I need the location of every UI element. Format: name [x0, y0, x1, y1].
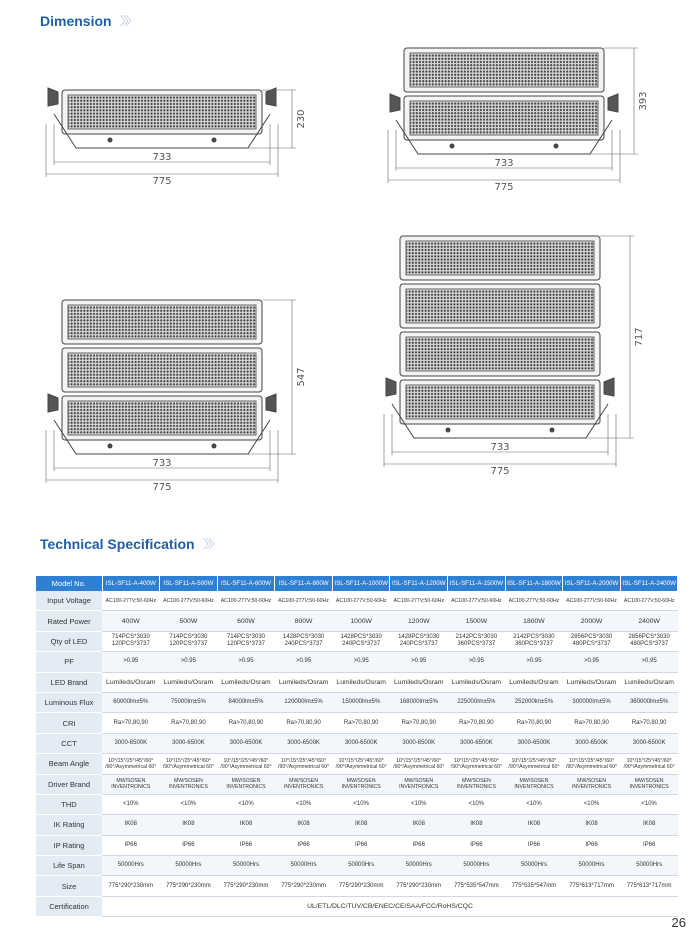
- spec-cell: Ra>70,80,90: [390, 713, 448, 733]
- led-grid: [410, 101, 598, 135]
- spec-row: [36, 652, 678, 672]
- chevron-icon: 〉〉〉: [119, 14, 135, 28]
- chevron-icon: 〉〉〉: [202, 537, 218, 551]
- spec-cell: >0.95: [448, 652, 506, 672]
- spec-cell: >0.95: [160, 652, 218, 672]
- spec-row: [36, 591, 678, 611]
- spec-cell: 10°/15°/25°/45°/60° /90°/Asymmetrical 60°: [563, 754, 621, 774]
- right-mount-bracket: [604, 378, 614, 396]
- spec-cell: MW/SOSEN INVENTRONICS: [620, 774, 678, 794]
- spec-cell: MW/SOSEN INVENTRONICS: [217, 774, 275, 794]
- model-header: ISL-SF11-A-600W: [217, 576, 275, 591]
- spec-cell: 10°/15°/25°/45°/60° /90°/Asymmetrical 60°: [102, 754, 160, 774]
- led-grid: [410, 53, 598, 87]
- spec-cell: 2856PCS*3030 480PCS*3737: [620, 631, 678, 651]
- spec-cell: IP66: [505, 835, 563, 855]
- spec-cell: 10°/15°/25°/45°/60° /90°/Asymmetrical 60°: [505, 754, 563, 774]
- outer-width-label: 775: [494, 182, 514, 193]
- inner-width-label: 733: [494, 158, 514, 169]
- spec-cell: 50000Hrs: [275, 856, 333, 876]
- spec-cell: <10%: [332, 794, 390, 814]
- spec-cell: 10°/15°/25°/45°/60° /90°/Asymmetrical 60°: [620, 754, 678, 774]
- screw: [212, 444, 216, 448]
- spec-cell: IP66: [332, 835, 390, 855]
- screw: [446, 428, 450, 432]
- screw: [450, 144, 454, 148]
- spec-row-label: CRI: [36, 713, 102, 733]
- spec-cell: AC100-277V;50-60Hz: [160, 591, 218, 611]
- spec-cell: >0.95: [505, 652, 563, 672]
- spec-cell: Lumileds/Osram: [505, 672, 563, 692]
- spec-cell: <10%: [217, 794, 275, 814]
- spec-cell: 1200W: [390, 611, 448, 631]
- spec-cell: 3000-6500K: [505, 733, 563, 753]
- spec-cell: IP66: [275, 835, 333, 855]
- spec-cell: 10°/15°/25°/45°/60° /90°/Asymmetrical 60°: [448, 754, 506, 774]
- spec-cell: 775*290*230mm: [390, 876, 448, 896]
- spec-cell: 168000lm±5%: [390, 692, 448, 712]
- spec-cell: 1000W: [332, 611, 390, 631]
- spec-cell: 2142PCS*3030 360PCS*3737: [505, 631, 563, 651]
- led-grid: [406, 289, 594, 323]
- spec-row-label: PF: [36, 652, 102, 672]
- page-number: 26: [671, 915, 686, 930]
- spec-cell: 2400W: [620, 611, 678, 631]
- spec-cell: 60000lm±5%: [102, 692, 160, 712]
- left-mount-bracket: [390, 94, 400, 112]
- certification-label: Certification: [36, 896, 102, 916]
- drawing-2400w: [376, 226, 645, 486]
- led-grid: [68, 353, 256, 387]
- spec-cell: IK08: [332, 815, 390, 835]
- spec-cell: IK08: [563, 815, 621, 835]
- spec-cell: IK08: [620, 815, 678, 835]
- screw: [108, 138, 112, 142]
- dimension-title: [40, 12, 135, 29]
- spec-cell: Ra>70,80,90: [160, 713, 218, 733]
- outer-width-label: 775: [490, 466, 510, 477]
- right-mount-bracket: [266, 394, 276, 412]
- spec-cell: IK08: [505, 815, 563, 835]
- spec-cell: IP66: [563, 835, 621, 855]
- model-no-header: Model No.: [36, 576, 102, 591]
- spec-cell: MW/SOSEN INVENTRONICS: [390, 774, 448, 794]
- height-label: 230: [296, 109, 307, 129]
- spec-cell: 225000lm±5%: [448, 692, 506, 712]
- spec-cell: 50000Hrs: [332, 856, 390, 876]
- spec-cell: 3000-6500K: [102, 733, 160, 753]
- spec-cell: MW/SOSEN INVENTRONICS: [505, 774, 563, 794]
- left-mount-bracket: [386, 378, 396, 396]
- spec-cell: 3000-6500K: [217, 733, 275, 753]
- spec-cell: 50000Hrs: [102, 856, 160, 876]
- spec-cell: 252000lm±5%: [505, 692, 563, 712]
- spec-cell: AC100-277V;50-60Hz: [620, 591, 678, 611]
- spec-cell: Ra>70,80,90: [563, 713, 621, 733]
- spec-cell: IK08: [160, 815, 218, 835]
- spec-cell: MW/SOSEN INVENTRONICS: [102, 774, 160, 794]
- certification-row: [36, 896, 678, 916]
- spec-cell: AC100-277V;50-60Hz: [390, 591, 448, 611]
- right-mount-bracket: [608, 94, 618, 112]
- spec-cell: IP66: [102, 835, 160, 855]
- spec-cell: 714PCS*3030 120PCS*3737: [217, 631, 275, 651]
- spec-cell: IK08: [102, 815, 160, 835]
- spec-cell: IP66: [390, 835, 448, 855]
- left-mount-bracket: [48, 394, 58, 412]
- dimension-title-text: Dimension: [40, 12, 112, 29]
- spec-cell: MW/SOSEN INVENTRONICS: [160, 774, 218, 794]
- spec-cell: 3000-6500K: [332, 733, 390, 753]
- spec-cell: 775*290*230mm: [275, 876, 333, 896]
- spec-cell: MW/SOSEN INVENTRONICS: [275, 774, 333, 794]
- drawing-400w: [38, 80, 318, 205]
- spec-cell: <10%: [102, 794, 160, 814]
- inner-width-label: 733: [152, 152, 172, 163]
- spec-cell: 775*290*230mm: [102, 876, 160, 896]
- model-header: ISL-SF11-A-400W: [102, 576, 160, 591]
- spec-cell: MW/SOSEN INVENTRONICS: [332, 774, 390, 794]
- spec-cell: AC100-277V;50-60Hz: [217, 591, 275, 611]
- spec-cell: >0.95: [563, 652, 621, 672]
- spec-cell: Lumileds/Osram: [102, 672, 160, 692]
- spec-cell: 10°/15°/25°/45°/60° /90°/Asymmetrical 60°: [390, 754, 448, 774]
- spec-row-label: Life Span: [36, 856, 102, 876]
- spec-row-label: Beam Angle: [36, 754, 102, 774]
- spec-cell: AC100-277V;50-60Hz: [448, 591, 506, 611]
- inner-width-label: 733: [490, 442, 510, 453]
- spec-cell: 600W: [217, 611, 275, 631]
- spec-cell: >0.95: [620, 652, 678, 672]
- spec-cell: 775*290*230mm: [160, 876, 218, 896]
- spec-row-label: Driver Brand: [36, 774, 102, 794]
- spec-row: [36, 794, 678, 814]
- spec-cell: 50000Hrs: [160, 856, 218, 876]
- spec-row: [36, 774, 678, 794]
- spec-cell: AC100-277V;50-60Hz: [102, 591, 160, 611]
- spec-cell: Lumileds/Osram: [448, 672, 506, 692]
- spec-cell: 2000W: [563, 611, 621, 631]
- spec-title: [40, 535, 218, 552]
- spec-row: [36, 754, 678, 774]
- spec-cell: 775*290*230mm: [217, 876, 275, 896]
- spec-cell: 775*613*717mm: [620, 876, 678, 896]
- spec-cell: AC100-277V;50-60Hz: [332, 591, 390, 611]
- spec-cell: 1428PCS*3030 240PCS*3737: [332, 631, 390, 651]
- spec-cell: IK08: [448, 815, 506, 835]
- spec-cell: 84000lm±5%: [217, 692, 275, 712]
- spec-row: [36, 856, 678, 876]
- spec-cell: >0.95: [217, 652, 275, 672]
- spec-cell: AC100-277V;50-60Hz: [275, 591, 333, 611]
- spec-cell: 2856PCS*3030 480PCS*3737: [563, 631, 621, 651]
- spec-cell: 3000-6500K: [275, 733, 333, 753]
- spec-row: [36, 692, 678, 712]
- spec-cell: 3000-6500K: [160, 733, 218, 753]
- spec-cell: 1500W: [448, 611, 506, 631]
- model-header: ISL-SF11-A-2000W: [563, 576, 621, 591]
- spec-cell: <10%: [505, 794, 563, 814]
- spec-cell: Ra>70,80,90: [102, 713, 160, 733]
- spec-cell: Ra>70,80,90: [505, 713, 563, 733]
- spec-row-label: THD: [36, 794, 102, 814]
- spec-row-label: LED Brand: [36, 672, 102, 692]
- inner-width-label: 733: [152, 458, 172, 469]
- spec-cell: 50000Hrs: [505, 856, 563, 876]
- spec-cell: <10%: [563, 794, 621, 814]
- certification-value: UL/ETL/DLC/TUV/CB/ENEC/CE/SAA/FCC/RoHS/CQC: [102, 896, 678, 916]
- spec-row: [36, 672, 678, 692]
- spec-row: [36, 835, 678, 855]
- spec-cell: <10%: [620, 794, 678, 814]
- spec-cell: 300000lm±5%: [563, 692, 621, 712]
- spec-cell: 50000Hrs: [390, 856, 448, 876]
- led-grid: [406, 385, 594, 419]
- spec-cell: Ra>70,80,90: [217, 713, 275, 733]
- screw: [212, 138, 216, 142]
- spec-table: [36, 576, 678, 917]
- spec-row-label: Input Voltage: [36, 591, 102, 611]
- led-grid: [68, 401, 256, 435]
- outer-width-label: 775: [152, 482, 172, 493]
- spec-cell: <10%: [275, 794, 333, 814]
- spec-cell: 3000-6500K: [390, 733, 448, 753]
- screw: [108, 444, 112, 448]
- spec-cell: <10%: [448, 794, 506, 814]
- spec-cell: Ra>70,80,90: [332, 713, 390, 733]
- spec-row: [36, 876, 678, 896]
- spec-cell: Ra>70,80,90: [448, 713, 506, 733]
- drawing-1500w: [38, 290, 318, 493]
- spec-cell: 775*535*547mm: [448, 876, 506, 896]
- spec-cell: MW/SOSEN INVENTRONICS: [563, 774, 621, 794]
- spec-cell: 360000lm±5%: [620, 692, 678, 712]
- spec-cell: IP66: [160, 835, 218, 855]
- model-header: ISL-SF11-A-1500W: [448, 576, 506, 591]
- spec-cell: Lumileds/Osram: [620, 672, 678, 692]
- spec-cell: IP66: [620, 835, 678, 855]
- spec-cell: Lumileds/Osram: [217, 672, 275, 692]
- height-label: 717: [634, 327, 645, 347]
- spec-row-label: Rated Power: [36, 611, 102, 631]
- spec-row-label: IK Rating: [36, 815, 102, 835]
- spec-cell: 3000-6500K: [448, 733, 506, 753]
- spec-cell: 10°/15°/25°/45°/60° /90°/Asymmetrical 60°: [217, 754, 275, 774]
- spec-cell: 50000Hrs: [563, 856, 621, 876]
- spec-cell: 1800W: [505, 611, 563, 631]
- led-grid: [406, 241, 594, 275]
- spec-cell: AC100-277V;50-60Hz: [563, 591, 621, 611]
- screw: [554, 144, 558, 148]
- spec-cell: >0.95: [332, 652, 390, 672]
- spec-cell: 3000-6500K: [620, 733, 678, 753]
- spec-cell: <10%: [390, 794, 448, 814]
- spec-cell: 500W: [160, 611, 218, 631]
- spec-cell: Ra>70,80,90: [620, 713, 678, 733]
- spec-cell: 775*290*230mm: [332, 876, 390, 896]
- spec-title-text: Technical Specification: [40, 535, 195, 552]
- spec-cell: 50000Hrs: [620, 856, 678, 876]
- spec-cell: 120000lm±5%: [275, 692, 333, 712]
- spec-cell: 1428PCS*3030 240PCS*3737: [275, 631, 333, 651]
- spec-cell: 800W: [275, 611, 333, 631]
- spec-cell: Lumileds/Osram: [390, 672, 448, 692]
- spec-cell: Lumileds/Osram: [563, 672, 621, 692]
- led-grid: [68, 305, 256, 339]
- spec-row: [36, 815, 678, 835]
- spec-header-row: [36, 576, 678, 591]
- spec-cell: 714PCS*3030 120PCS*3737: [160, 631, 218, 651]
- spec-cell: MW/SOSEN INVENTRONICS: [448, 774, 506, 794]
- model-header: ISL-SF11-A-1000W: [332, 576, 390, 591]
- spec-row-label: Qty of LED: [36, 631, 102, 651]
- height-label: 547: [296, 367, 307, 387]
- spec-row-label: Luminous Flux: [36, 692, 102, 712]
- spec-cell: 75000lm±5%: [160, 692, 218, 712]
- spec-cell: 400W: [102, 611, 160, 631]
- spec-cell: IK08: [275, 815, 333, 835]
- led-grid: [68, 95, 256, 129]
- spec-cell: Ra>70,80,90: [275, 713, 333, 733]
- spec-cell: 2142PCS*3030 360PCS*3737: [448, 631, 506, 651]
- right-mount-bracket: [266, 88, 276, 106]
- outer-width-label: 775: [152, 176, 172, 187]
- spec-cell: 50000Hrs: [448, 856, 506, 876]
- spec-cell: Lumileds/Osram: [332, 672, 390, 692]
- spec-row: [36, 631, 678, 651]
- spec-cell: 714PCS*3030 120PCS*3737: [102, 631, 160, 651]
- spec-row-label: CCT: [36, 733, 102, 753]
- height-label: 393: [638, 91, 649, 111]
- spec-row: [36, 611, 678, 631]
- spec-cell: IP66: [448, 835, 506, 855]
- screw: [550, 428, 554, 432]
- spec-row-label: IP Rating: [36, 835, 102, 855]
- spec-cell: 775*613*717mm: [563, 876, 621, 896]
- spec-cell: 150000lm±5%: [332, 692, 390, 712]
- spec-cell: IP66: [217, 835, 275, 855]
- spec-cell: 1428PCS*3030 240PCS*3737: [390, 631, 448, 651]
- model-header: ISL-SF11-A-1800W: [505, 576, 563, 591]
- spec-cell: 10°/15°/25°/45°/60° /90°/Asymmetrical 60°: [275, 754, 333, 774]
- model-header: ISL-SF11-A-2400W: [620, 576, 678, 591]
- spec-row: [36, 733, 678, 753]
- model-header: ISL-SF11-A-1200W: [390, 576, 448, 591]
- spec-cell: Lumileds/Osram: [275, 672, 333, 692]
- spec-cell: Lumileds/Osram: [160, 672, 218, 692]
- spec-row: [36, 713, 678, 733]
- spec-cell: IK08: [217, 815, 275, 835]
- spec-cell: <10%: [160, 794, 218, 814]
- led-grid: [406, 337, 594, 371]
- model-header: ISL-SF11-A-500W: [160, 576, 218, 591]
- spec-cell: >0.95: [390, 652, 448, 672]
- spec-cell: >0.95: [102, 652, 160, 672]
- left-mount-bracket: [48, 88, 58, 106]
- spec-row-label: Size: [36, 876, 102, 896]
- spec-cell: 775*535*547mm: [505, 876, 563, 896]
- spec-cell: 10°/15°/25°/45°/60° /90°/Asymmetrical 60°: [332, 754, 390, 774]
- spec-cell: >0.95: [275, 652, 333, 672]
- spec-cell: IK08: [390, 815, 448, 835]
- spec-cell: AC100-277V;50-60Hz: [505, 591, 563, 611]
- model-header: ISL-SF11-A-800W: [275, 576, 333, 591]
- spec-cell: 10°/15°/25°/45°/60° /90°/Asymmetrical 60°: [160, 754, 218, 774]
- spec-cell: 3000-6500K: [563, 733, 621, 753]
- spec-cell: 50000Hrs: [217, 856, 275, 876]
- drawing-800w: [380, 38, 649, 205]
